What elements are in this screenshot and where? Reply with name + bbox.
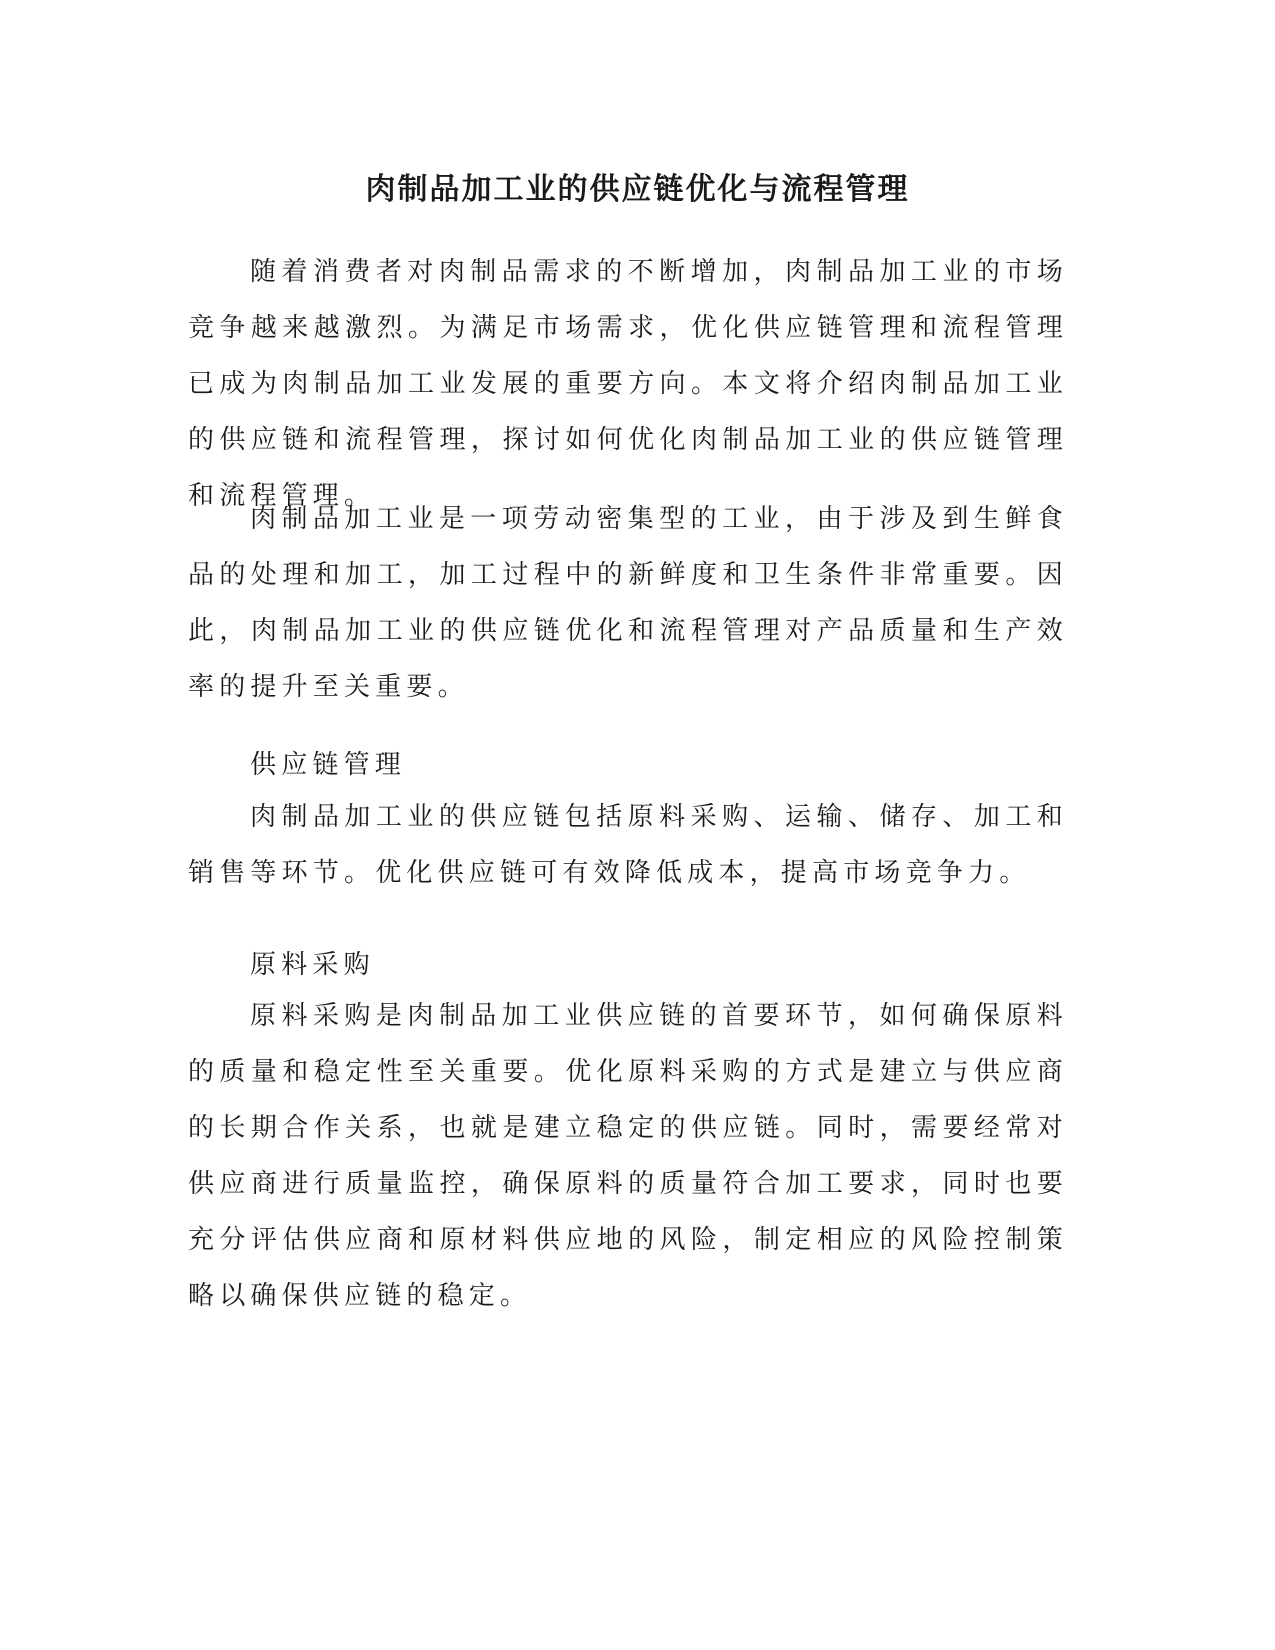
section-heading-procurement: 原料采购 xyxy=(250,950,375,980)
supply-chain-paragraph: 肉制品加工业的供应链包括原料采购、运输、储存、加工和销售等环节。优化供应链可有效降低成本，提高市场竞争力。 xyxy=(188,802,1068,888)
intro-paragraph: 随着消费者对肉制品需求的不断增加，肉制品加工业的市场竞争越来越激烈。为满足市场需求，优化供应链管理和流程管理已成为肉制品加工业发展的重要方向。本文将介绍肉制品加工业的供应链和流程管理，探讨如何优化肉制品加工业的供应链管理和流程管理。 xyxy=(188,257,1068,511)
document-title: 肉制品加工业的供应链优化与流程管理 xyxy=(365,172,910,207)
section-heading-supply-chain: 供应链管理 xyxy=(250,750,407,780)
procurement-paragraph: 原料采购是肉制品加工业供应链的首要环节，如何确保原料的质量和稳定性至关重要。优化原料采购的方式是建立与供应商的长期合作关系，也就是建立稳定的供应链。同时，需要经常对供应商进行质量监控，确保原料的质量符合加工要求，同时也要充分评估供应商和原材料供应地的风险，制定相应的风险控制策略以确保供应链的稳定。 xyxy=(188,1001,1068,1311)
industry-paragraph: 肉制品加工业是一项劳动密集型的工业，由于涉及到生鲜食品的处理和加工，加工过程中的新鲜度和卫生条件非常重要。因此，肉制品加工业的供应链优化和流程管理对产品质量和生产效率的提升至关重要。 xyxy=(188,504,1068,702)
